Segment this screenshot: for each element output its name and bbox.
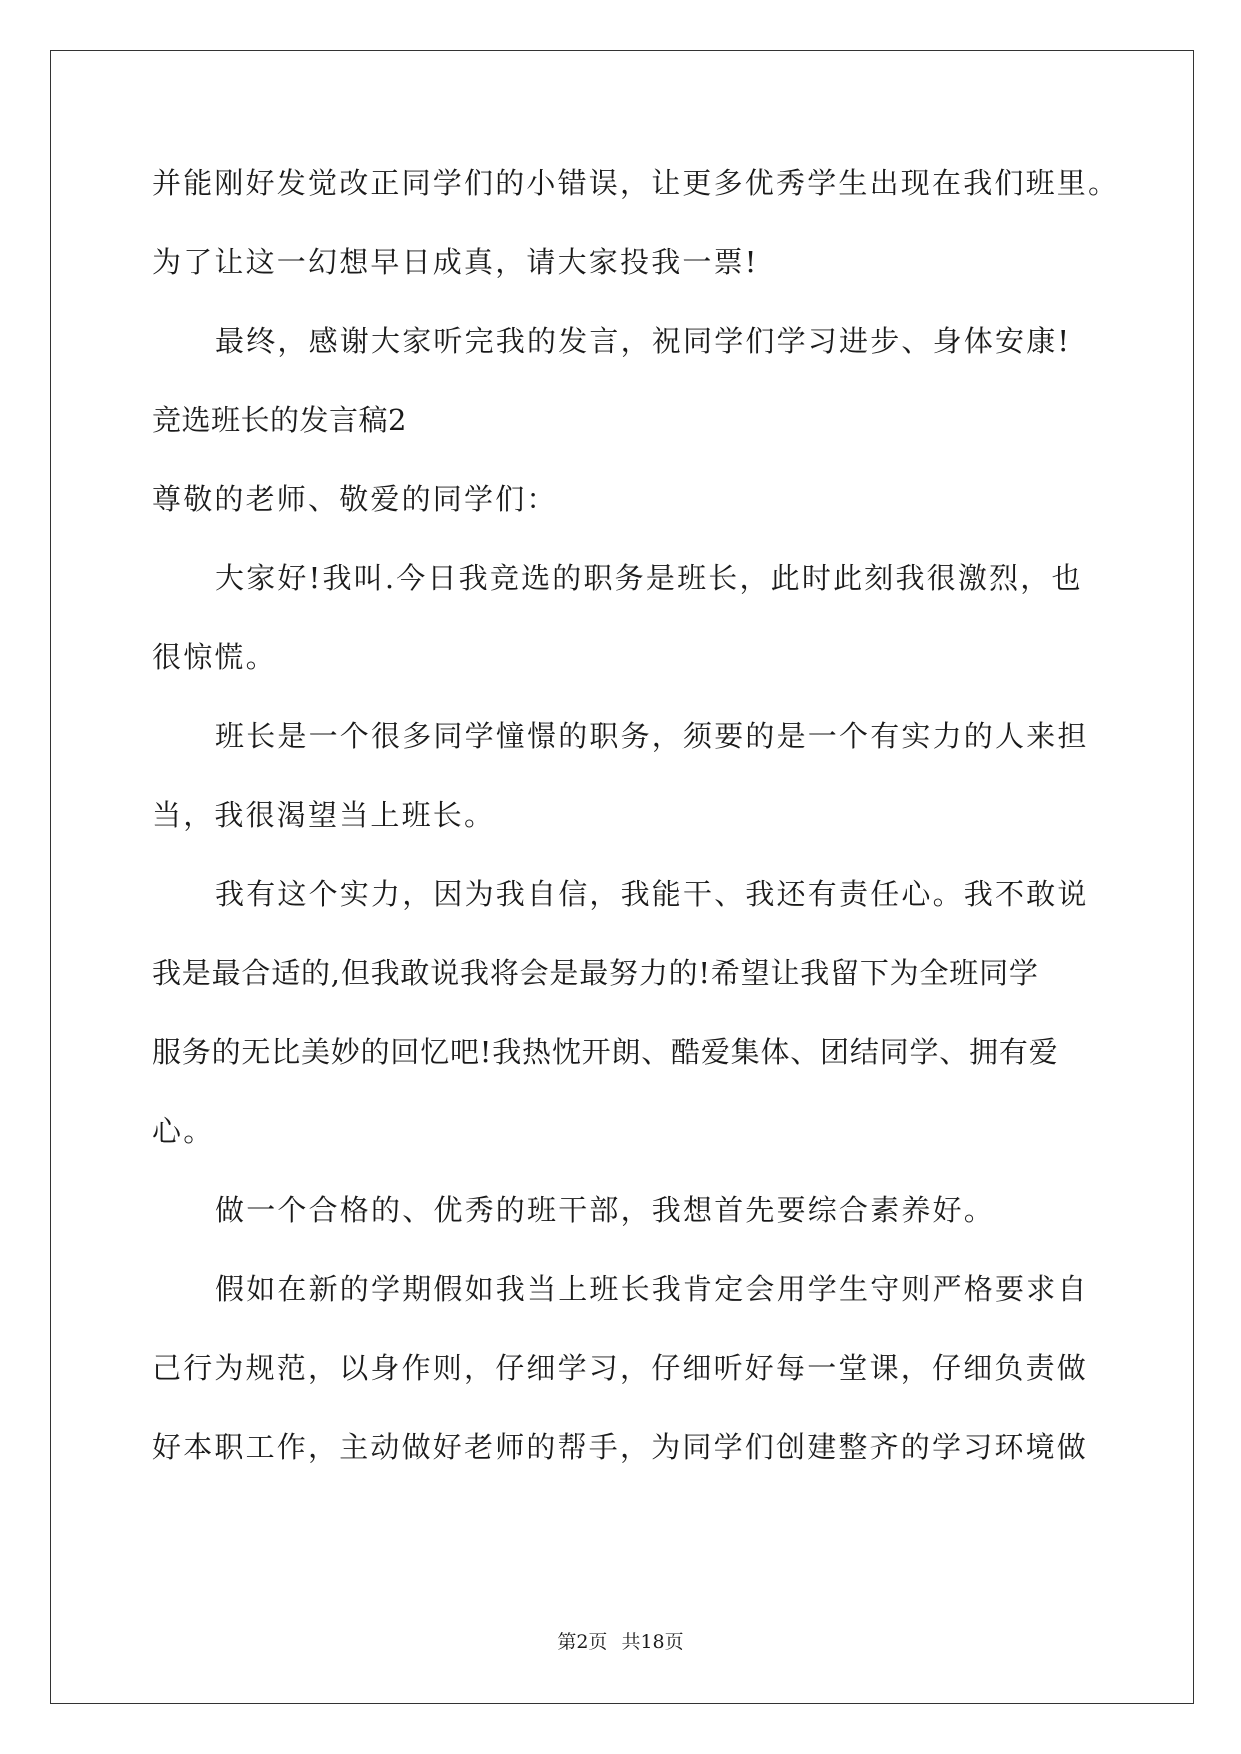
paragraph-line: 心。 bbox=[152, 1114, 215, 1148]
paragraph-line: 做一个合格的、优秀的班干部，我想首先要综合素养好。 bbox=[215, 1193, 996, 1227]
paragraph-line: 为了让这一幻想早日成真，请大家投我一票! bbox=[152, 245, 759, 279]
page-total: 共18页 bbox=[621, 1631, 684, 1653]
paragraph-line: 我是最合适的,但我敢说我将会是最努力的!希望让我留下为全班同学 bbox=[152, 956, 1039, 990]
paragraph-line: 服务的无比美妙的回忆吧!我热忱开朗、酷爱集体、团结同学、拥有爱 bbox=[152, 1035, 1059, 1069]
paragraph-line: 当，我很渴望当上班长。 bbox=[152, 798, 496, 832]
paragraph-line: 大家好!我叫.今日我竞选的职务是班长，此时此刻我很激烈，也 bbox=[215, 561, 1083, 595]
paragraph-line: 好本职工作，主动做好老师的帮手，为同学们创建整齐的学习环境做 bbox=[152, 1430, 1089, 1464]
page-footer bbox=[0, 1630, 1241, 1654]
paragraph-line: 假如在新的学期假如我当上班长我肯定会用学生守则严格要求自 bbox=[215, 1272, 1089, 1306]
paragraph-line: 己行为规范，以身作则，仔细学习，仔细听好每一堂课，仔细负责做 bbox=[152, 1351, 1089, 1385]
paragraph-line: 最终，感谢大家听完我的发言，祝同学们学习进步、身体安康! bbox=[215, 324, 1072, 358]
paragraph-line: 很惊慌。 bbox=[152, 640, 277, 674]
page-number: 第2页 bbox=[557, 1631, 608, 1653]
paragraph-line: 我有这个实力，因为我自信，我能干、我还有责任心。我不敢说 bbox=[215, 877, 1089, 911]
section-heading: 竞选班长的发言稿2 bbox=[152, 403, 407, 437]
paragraph-line: 班长是一个很多同学憧憬的职务，须要的是一个有实力的人来担 bbox=[215, 719, 1089, 753]
paragraph-line: 并能刚好发觉改正同学们的小错误，让更多优秀学生出现在我们班里。 bbox=[152, 166, 1120, 200]
salutation: 尊敬的老师、敬爱的同学们： bbox=[152, 482, 558, 516]
